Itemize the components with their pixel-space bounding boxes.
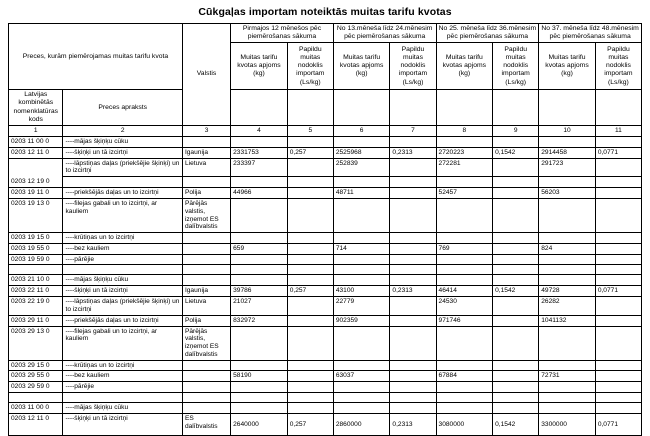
cell-duty-3 (493, 233, 539, 244)
cell-quota-1: 44966 (231, 188, 288, 199)
colnum-4: 4 (231, 125, 288, 136)
table-row (9, 147, 642, 158)
cell-quota-4: 824 (539, 243, 596, 254)
cell-country: Pārējās valstis, izņemot ES dalībvalstis (182, 199, 230, 233)
cell-quota-1 (231, 326, 288, 360)
cell-country: Lietuva (182, 297, 230, 316)
header-duty-1: Papildu muitas nodoklis importam (Ls/kg) (287, 43, 333, 90)
cell-quota-1: 58190 (231, 371, 288, 382)
cell-quota-1: 21027 (231, 297, 288, 316)
table-row (9, 136, 642, 147)
header-blank-6 (333, 90, 390, 126)
cell-duty-2: 0,2313 (390, 147, 436, 158)
cell-duty-4 (595, 297, 641, 316)
cell-duty-3 (493, 403, 539, 414)
cell-duty-4 (595, 177, 641, 188)
header-duty-4: Papildu muitas nodoklis importam (Ls/kg) (595, 43, 641, 90)
cell-duty-1: 0,257 (287, 286, 333, 297)
cell-duty-2 (390, 254, 436, 265)
cell-code: 0203 22 11 0 (9, 286, 63, 297)
cell-duty-2 (390, 233, 436, 244)
cell-quota-4 (539, 360, 596, 371)
cell-code: 0203 19 13 0 (9, 199, 63, 233)
cell-duty-1 (287, 243, 333, 254)
cell-quota-3 (436, 254, 493, 265)
colnum-9: 9 (493, 125, 539, 136)
cell-duty-3 (493, 371, 539, 382)
cell-quota-3 (436, 177, 493, 188)
cell-quota-2 (333, 360, 390, 371)
cell-description: ----bez kauliem (63, 371, 182, 382)
cell-description: ----mājas šķiņķu cūku (63, 136, 182, 147)
cell-code: 0203 12 11 0 (9, 414, 63, 436)
cell-duty-4 (595, 136, 641, 147)
cell-code: 0203 29 11 0 (9, 315, 63, 326)
cell-duty-1 (287, 188, 333, 199)
cell-quota-3: 769 (436, 243, 493, 254)
tariff-quota-table (8, 23, 642, 436)
cell-country (182, 177, 230, 188)
cell-duty-3 (493, 136, 539, 147)
cell-code: 0203 19 55 0 (9, 243, 63, 254)
cell-duty-2 (390, 326, 436, 360)
cell-duty-2 (390, 243, 436, 254)
table-row (9, 177, 642, 188)
cell-country (182, 403, 230, 414)
table-row (9, 233, 642, 244)
cell-quota-3: 971746 (436, 315, 493, 326)
cell-duty-3 (493, 326, 539, 360)
table-body (9, 136, 642, 435)
cell-duty-3 (493, 315, 539, 326)
cell-code: 0203 21 10 0 (9, 275, 63, 286)
cell-duty-4 (595, 233, 641, 244)
cell-code: 0203 11 00 0 (9, 403, 63, 414)
cell-country: ES dalībvalstis (182, 414, 230, 436)
cell-country: Lietuva (182, 158, 230, 177)
header-description: Preces apraksts (63, 90, 182, 126)
header-row-numbers (9, 125, 642, 136)
block-separator (9, 265, 642, 275)
table-row (9, 414, 642, 436)
cell-duty-2 (390, 158, 436, 177)
cell-duty-3: 0,1542 (493, 147, 539, 158)
cell-description: ----šķiņķi un tā izcirtņi (63, 414, 182, 436)
header-period-1: Pirmajos 12 mēnešos pēc piemērošanas sākuma (231, 24, 334, 43)
table-row (9, 188, 642, 199)
cell-quota-1: 2331753 (231, 147, 288, 158)
cell-description: ----pārējie (63, 382, 182, 393)
colnum-8: 8 (436, 125, 493, 136)
cell-duty-1: 0,257 (287, 147, 333, 158)
cell-quota-2 (333, 254, 390, 265)
colnum-1: 1 (9, 125, 63, 136)
cell-quota-2 (333, 403, 390, 414)
cell-quota-1: 233397 (231, 158, 288, 177)
cell-duty-1 (287, 199, 333, 233)
cell-country: Pārējās valstis, izņemot ES dalībvalstis (182, 326, 230, 360)
cell-quota-2: 902359 (333, 315, 390, 326)
cell-duty-1 (287, 177, 333, 188)
cell-duty-3 (493, 243, 539, 254)
cell-code: 0203 29 55 0 (9, 371, 63, 382)
cell-quota-4: 26282 (539, 297, 596, 316)
header-period-3: No 25. mēneša līdz 36.mēnesim pēc piemērošanas sākuma (436, 24, 539, 43)
cell-duty-4 (595, 326, 641, 360)
cell-duty-3 (493, 382, 539, 393)
header-period-2: No 13.mēneša līdz 24.mēnesim pēc piemērošanas sākuma (333, 24, 436, 43)
cell-duty-1 (287, 254, 333, 265)
cell-duty-1 (287, 403, 333, 414)
cell-duty-1: 0,257 (287, 414, 333, 436)
cell-quota-3: 24530 (436, 297, 493, 316)
cell-quota-4 (539, 275, 596, 286)
table-row (9, 326, 642, 360)
cell-country (182, 360, 230, 371)
cell-quota-2: 714 (333, 243, 390, 254)
cell-quota-4 (539, 177, 596, 188)
cell-code: 0203 29 13 0 (9, 326, 63, 360)
cell-duty-4 (595, 371, 641, 382)
cell-country: Polija (182, 315, 230, 326)
table-row (9, 403, 642, 414)
table-row (9, 360, 642, 371)
cell-description: ----lāpstiņas daļas (priekšējie šķinķi) un to izcirtņi (63, 297, 182, 316)
cell-duty-2 (390, 360, 436, 371)
cell-quota-1: 832972 (231, 315, 288, 326)
table-row (9, 382, 642, 393)
table-header (9, 24, 642, 137)
cell-quota-3 (436, 360, 493, 371)
cell-duty-3 (493, 297, 539, 316)
header-countries: Valstis (182, 24, 230, 126)
cell-code: 0203 19 15 0 (9, 233, 63, 244)
cell-quota-2 (333, 233, 390, 244)
cell-quota-1 (231, 233, 288, 244)
cell-quota-2 (333, 177, 390, 188)
header-row-labels (9, 90, 642, 126)
cell-quota-2 (333, 326, 390, 360)
cell-duty-2 (390, 371, 436, 382)
cell-duty-1 (287, 275, 333, 286)
table-row (9, 199, 642, 233)
cell-country: Igaunija (182, 147, 230, 158)
cell-quota-4 (539, 326, 596, 360)
cell-duty-4 (595, 158, 641, 177)
cell-quota-1: 659 (231, 243, 288, 254)
header-duty-2: Papildu muitas nodoklis importam (Ls/kg) (390, 43, 436, 90)
cell-description: ----krūtiņas un to izcirtņi (63, 360, 182, 371)
cell-duty-4 (595, 188, 641, 199)
cell-quota-1 (231, 199, 288, 233)
cell-country: Igaunija (182, 286, 230, 297)
cell-code: 0203 11 00 0 (9, 136, 63, 147)
header-duty-3: Papildu muitas nodoklis importam (Ls/kg) (493, 43, 539, 90)
cell-duty-1 (287, 297, 333, 316)
cell-quota-3: 67884 (436, 371, 493, 382)
cell-duty-4 (595, 403, 641, 414)
table-row (9, 243, 642, 254)
cell-code (9, 158, 63, 177)
cell-quota-1 (231, 136, 288, 147)
cell-duty-4 (595, 243, 641, 254)
cell-description: ----priekšējās daļas un to izcirtņi (63, 188, 182, 199)
header-blank-9 (493, 90, 539, 126)
header-quota-1: Muitas tarifu kvotas apjoms (kg) (231, 43, 288, 90)
header-quota-4: Muitas tarifu kvotas apjoms (kg) (539, 43, 596, 90)
cell-quota-4: 1041132 (539, 315, 596, 326)
cell-quota-2: 2525968 (333, 147, 390, 158)
table-row (9, 275, 642, 286)
cell-duty-2 (390, 275, 436, 286)
cell-duty-2 (390, 382, 436, 393)
cell-quota-3: 3080000 (436, 414, 493, 436)
cell-quota-3 (436, 233, 493, 244)
cell-duty-3: 0,1542 (493, 286, 539, 297)
header-row-groups (9, 24, 642, 43)
colnum-5: 5 (287, 125, 333, 136)
header-code: Latvijas kombinētās nomenklatūras kods (9, 90, 63, 126)
cell-quota-3 (436, 275, 493, 286)
cell-description: ----šķiņķi un tā izcirtņi (63, 147, 182, 158)
cell-quota-4 (539, 382, 596, 393)
cell-quota-2: 252839 (333, 158, 390, 177)
cell-country (182, 243, 230, 254)
cell-duty-2: 0,2313 (390, 414, 436, 436)
header-blank-10 (539, 90, 596, 126)
cell-quota-4: 72731 (539, 371, 596, 382)
cell-quota-3: 46414 (436, 286, 493, 297)
colnum-6: 6 (333, 125, 390, 136)
cell-quota-3: 52457 (436, 188, 493, 199)
cell-code: 0203 12 19 0 (9, 177, 63, 188)
cell-country: Polija (182, 188, 230, 199)
cell-quota-2 (333, 275, 390, 286)
cell-code: 0203 29 15 0 (9, 360, 63, 371)
cell-quota-4 (539, 199, 596, 233)
cell-quota-3 (436, 382, 493, 393)
cell-duty-1 (287, 360, 333, 371)
colnum-11: 11 (595, 125, 641, 136)
cell-quota-2: 22779 (333, 297, 390, 316)
header-period-4: No 37. mēneša līdz 48.mēnesim pēc piemērošanas sākuma (539, 24, 642, 43)
table-row (9, 254, 642, 265)
cell-description: ----mājas šķiņķu cūku (63, 275, 182, 286)
cell-quota-4: 2914458 (539, 147, 596, 158)
cell-country (182, 382, 230, 393)
cell-duty-2 (390, 188, 436, 199)
cell-duty-3 (493, 275, 539, 286)
cell-duty-1 (287, 382, 333, 393)
cell-code: 0203 12 11 0 (9, 147, 63, 158)
cell-quota-2 (333, 382, 390, 393)
header-goods-group: Preces, kurām piemērojamas muitas tarifu kvota (9, 24, 183, 90)
cell-duty-2 (390, 177, 436, 188)
cell-description: ----bez kauliem (63, 243, 182, 254)
colnum-10: 10 (539, 125, 596, 136)
cell-duty-1 (287, 315, 333, 326)
cell-quota-2 (333, 199, 390, 233)
cell-code: 0203 29 59 0 (9, 382, 63, 393)
table-row (9, 297, 642, 316)
colnum-7: 7 (390, 125, 436, 136)
cell-quota-4 (539, 233, 596, 244)
header-blank-5 (287, 90, 333, 126)
cell-duty-1 (287, 158, 333, 177)
cell-duty-3 (493, 360, 539, 371)
colnum-2: 2 (63, 125, 182, 136)
cell-quota-3 (436, 403, 493, 414)
table-row (9, 158, 642, 177)
cell-duty-4 (595, 254, 641, 265)
cell-quota-3 (436, 136, 493, 147)
cell-code: 0203 19 59 0 (9, 254, 63, 265)
cell-description: ----šķiņķi un tā izcirtņi (63, 286, 182, 297)
cell-description (63, 177, 182, 188)
cell-duty-1 (287, 233, 333, 244)
cell-quota-1 (231, 382, 288, 393)
table-row (9, 371, 642, 382)
cell-quota-4 (539, 254, 596, 265)
cell-country (182, 371, 230, 382)
header-blank-11 (595, 90, 641, 126)
cell-duty-4 (595, 199, 641, 233)
cell-duty-4: 0,0771 (595, 414, 641, 436)
cell-quota-3: 272281 (436, 158, 493, 177)
cell-quota-4: 291723 (539, 158, 596, 177)
cell-quota-2: 48711 (333, 188, 390, 199)
cell-duty-4 (595, 382, 641, 393)
table-row (9, 315, 642, 326)
cell-quota-3: 2720223 (436, 147, 493, 158)
cell-duty-2 (390, 136, 436, 147)
cell-quota-4 (539, 136, 596, 147)
colnum-3: 3 (182, 125, 230, 136)
cell-quota-1 (231, 254, 288, 265)
cell-description: ----lāpstiņas daļas (priekšējie šķinķi) un to izcirtņi (63, 158, 182, 177)
cell-duty-3 (493, 188, 539, 199)
cell-quota-3 (436, 326, 493, 360)
cell-description: ----mājas šķiņķu cūku (63, 403, 182, 414)
cell-code: 0203 19 11 0 (9, 188, 63, 199)
header-quota-2: Muitas tarifu kvotas apjoms (kg) (333, 43, 390, 90)
cell-duty-4 (595, 275, 641, 286)
cell-duty-4 (595, 360, 641, 371)
cell-duty-3 (493, 254, 539, 265)
cell-description: ----filejas gabali un to izcirtņi, ar kauliem (63, 326, 182, 360)
cell-quota-1 (231, 360, 288, 371)
cell-description: ----krūtiņas un to izcirtņi (63, 233, 182, 244)
cell-duty-2 (390, 403, 436, 414)
cell-quota-1: 2640000 (231, 414, 288, 436)
cell-country (182, 136, 230, 147)
page-title: Cūkgaļas importam noteiktās muitas tarifu kvotas (198, 6, 452, 18)
cell-duty-1 (287, 326, 333, 360)
cell-quota-4: 49728 (539, 286, 596, 297)
cell-quota-2: 2860000 (333, 414, 390, 436)
cell-code: 0203 22 19 0 (9, 297, 63, 316)
cell-description: ----filejas gabali un to izcirtņi, ar kauliem (63, 199, 182, 233)
cell-quota-4: 56203 (539, 188, 596, 199)
header-blank-8 (436, 90, 493, 126)
cell-duty-3 (493, 158, 539, 177)
cell-description: ----priekšējās daļas un to izcirtņi (63, 315, 182, 326)
block-separator (9, 393, 642, 403)
cell-country (182, 275, 230, 286)
cell-quota-3 (436, 199, 493, 233)
cell-duty-2 (390, 315, 436, 326)
cell-duty-4 (595, 315, 641, 326)
cell-quota-4 (539, 403, 596, 414)
cell-duty-3 (493, 199, 539, 233)
cell-duty-2 (390, 199, 436, 233)
cell-duty-4: 0,0771 (595, 147, 641, 158)
table-row (9, 286, 642, 297)
header-blank-4 (231, 90, 288, 126)
cell-duty-1 (287, 371, 333, 382)
cell-duty-3: 0,1542 (493, 414, 539, 436)
cell-description: ----pārējie (63, 254, 182, 265)
header-blank-7 (390, 90, 436, 126)
cell-duty-1 (287, 136, 333, 147)
cell-duty-2 (390, 297, 436, 316)
cell-quota-2 (333, 136, 390, 147)
header-quota-3: Muitas tarifu kvotas apjoms (kg) (436, 43, 493, 90)
cell-country (182, 233, 230, 244)
cell-quota-1 (231, 275, 288, 286)
cell-quota-1: 39786 (231, 286, 288, 297)
cell-quota-1 (231, 403, 288, 414)
cell-duty-4: 0,0771 (595, 286, 641, 297)
cell-duty-2: 0,2313 (390, 286, 436, 297)
cell-country (182, 254, 230, 265)
cell-quota-4: 3300000 (539, 414, 596, 436)
cell-duty-3 (493, 177, 539, 188)
cell-quota-1 (231, 177, 288, 188)
cell-quota-2: 43100 (333, 286, 390, 297)
cell-quota-2: 63037 (333, 371, 390, 382)
